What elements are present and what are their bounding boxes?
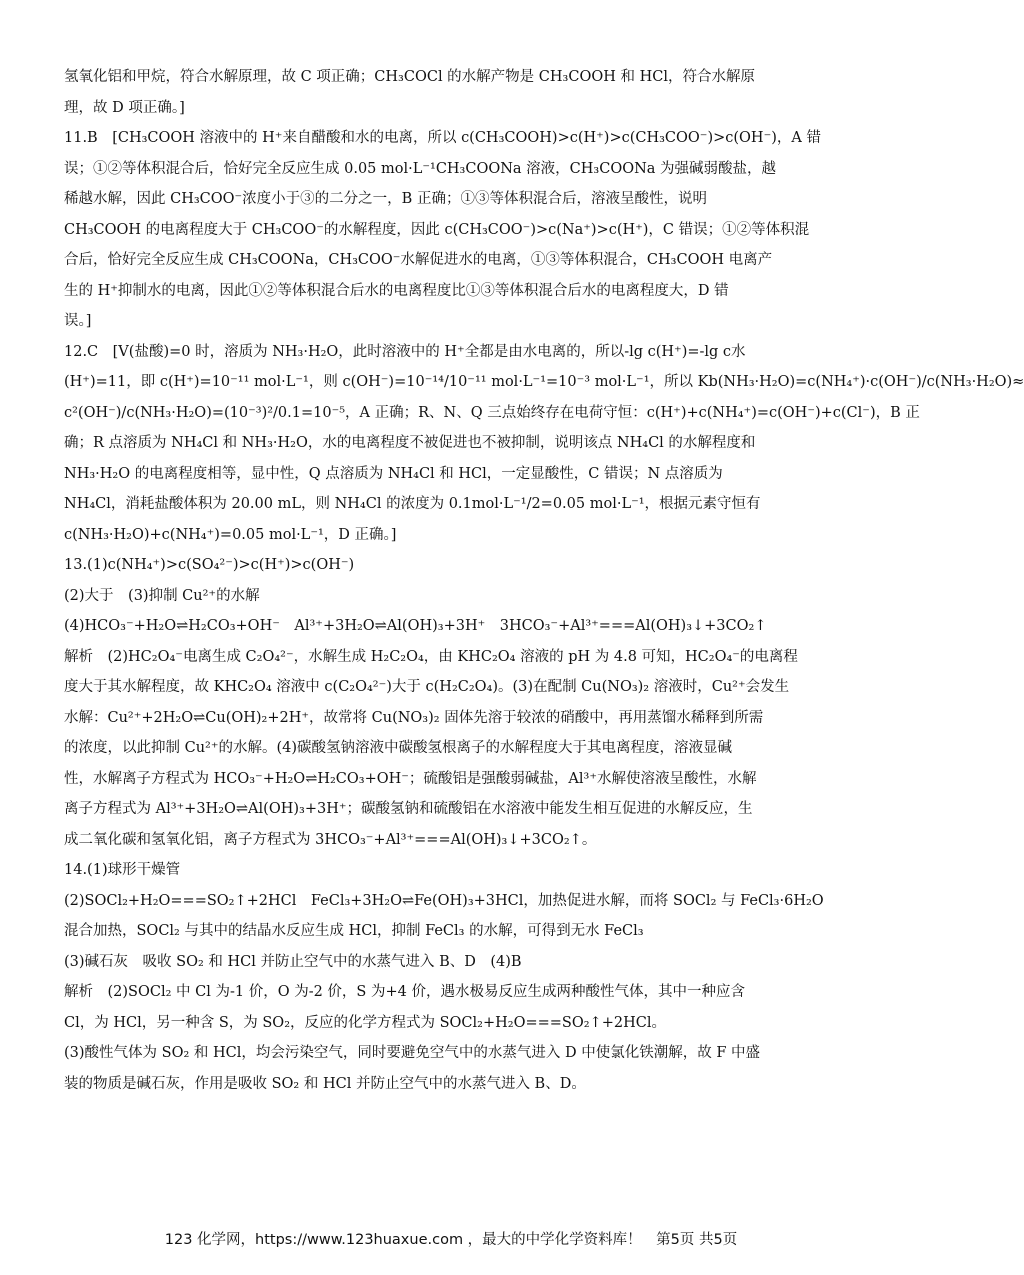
text-line: (2)大于 (3)抑制 Cu²⁺的水解 (64, 587, 260, 604)
text-line: 14.(1)球形干燥管 (64, 862, 181, 878)
text-line: (2)SOCl₂+H₂O===SO₂↑+2HCl FeCl₃+3H₂O⇌Fe(OH)₃+3HCl，加热促进水解，而将 SOCl₂ 与 FeCl₃·6H₂O (64, 892, 824, 909)
text-line: 理，故 D 项正确。] (64, 99, 185, 116)
text-line: NH₃·H₂O 的电离程度相等，显中性，Q 点溶质为 NH₄Cl 和 HCl，一定显酸性，C 错误；N 点溶质为 (64, 465, 723, 482)
text-line: 合后，恰好完全反应生成 CH₃COONa，CH₃COO⁻水解促进水的电离，①③等体积混合，CH₃COOH 电离产 (64, 252, 773, 268)
paragraph-p7 (64, 977, 844, 1099)
page-footer: 123 化学网，https://www.123huaxue.com ，最大的中学化学资料库！ 第5页 共5页 (164, 1232, 738, 1248)
text-line: 生的 H⁺抑制水的电离，因此①②等体积混合后水的电离程度比①③等体积混合后水的电离程度大，D 错 (64, 282, 729, 299)
text-line: 氢氧化铝和甲烷，符合水解原理，故 C 项正确；CH₃COCl 的水解产物是 CH₃COOH 和 HCl，符合水解原 (64, 69, 755, 85)
text-line: (3)酸性气体为 SO₂ 和 HCl，均会污染空气，同时要避免空气中的水蒸气进入 D 中使氯化铁潮解，故 F 中盛 (64, 1045, 760, 1061)
paragraph-p6 (64, 855, 844, 977)
text-line: 稀越水解，因此 CH₃COO⁻浓度小于③的二分之一，B 正确；①③等体积混合后，溶液呈酸性，说明 (64, 191, 707, 207)
text-line: (4)HCO₃⁻+H₂O⇌H₂CO₃+OH⁻ Al³⁺+3H₂O⇌Al(OH)₃+3H⁺ 3HCO₃⁻+Al³⁺===Al(OH)₃↓+3CO₂↑ (64, 618, 767, 634)
paragraph-p5 (64, 642, 844, 856)
text-line: 11.B [CH₃COOH 溶液中的 H⁺来自醋酸和水的电离，所以 c(CH₃COOH)>c(H⁺)>c(CH₃COO⁻)>c(OH⁻)，A 错 (64, 130, 821, 146)
text-line: 水解：Cu²⁺+2H₂O⇌Cu(OH)₂+2H⁺，故常将 Cu(NO₃)₂ 固体先溶于较浓的硝酸中，再用蒸馏水稀释到所需 (64, 709, 764, 726)
text-line: (H⁺)=11，即 c(H⁺)=10⁻¹¹ mol·L⁻¹，则 c(OH⁻)=10⁻¹⁴/10⁻¹¹ mol·L⁻¹=10⁻³ mol·L⁻¹，所以 Kb(NH₃·H₂O)=c(NH₄⁺)·c(OH⁻)/c(NH₃·H₂O)≈ (64, 374, 1024, 390)
paragraph-p4 (64, 550, 844, 642)
text-line: 离子方程式为 Al³⁺+3H₂O⇌Al(OH)₃+3H⁺；碳酸氢钠和硫酸铝在水溶液中能发生相互促进的水解反应，生 (64, 801, 753, 817)
paragraph-p3 (64, 337, 1024, 551)
text-line: 解析 (2)SOCl₂ 中 Cl 为-1 价，O 为-2 价，S 为+4 价，遇水极易反应生成两种酸性气体，其中一种应含 (64, 984, 745, 1000)
text-line: 解析 (2)HC₂O₄⁻电离生成 C₂O₄²⁻，水解生成 H₂C₂O₄，由 KHC₂O₄ 溶液的 pH 为 4.8 可知，HC₂O₄⁻的电离程 (64, 648, 798, 665)
text-line: 度大于其水解程度，故 KHC₂O₄ 溶液中 c(C₂O₄²⁻)大于 c(H₂C₂O₄)。(3)在配制 Cu(NO₃)₂ 溶液时，Cu²⁺会发生 (64, 679, 790, 695)
text-line: 12.C [V(盐酸)=0 时，溶质为 NH₃·H₂O，此时溶液中的 H⁺全都是由水电离的，所以-lg c(H⁺)=-lg c水 (64, 343, 746, 360)
text-line: NH₄Cl，消耗盐酸体积为 20.00 mL，则 NH₄Cl 的浓度为 0.1mol·L⁻¹/2=0.05 mol·L⁻¹，根据元素守恒有 (64, 496, 761, 512)
text-line: (3)碱石灰 吸收 SO₂ 和 HCl 并防止空气中的水蒸气进入 B、D (4)B (64, 953, 522, 970)
text-line: 装的物质是碱石灰，作用是吸收 SO₂ 和 HCl 并防止空气中的水蒸气进入 B、D。 (64, 1075, 586, 1092)
text-line: 性，水解离子方程式为 HCO₃⁻+H₂O⇌H₂CO₃+OH⁻；硫酸铝是强酸弱碱盐，Al³⁺水解使溶液呈酸性，水解 (64, 770, 757, 787)
text-line: 混合加热，SOCl₂ 与其中的结晶水反应生成 HCl，抑制 FeCl₃ 的水解，可得到无水 FeCl₃ (64, 923, 644, 939)
text-line: 13.(1)c(NH₄⁺)>c(SO₄²⁻)>c(H⁺)>c(OH⁻) (64, 557, 355, 573)
text-line: 确；R 点溶质为 NH₄Cl 和 NH₃·H₂O，水的电离程度不被促进也不被抑制，说明该点 NH₄Cl 的水解程度和 (64, 435, 756, 451)
paragraph-p1 (64, 62, 844, 123)
text-line: CH₃COOH 的电离程度大于 CH₃COO⁻的水解程度，因此 c(CH₃COO⁻)>c(Na⁺)>c(H⁺)，C 错误；①②等体积混 (64, 221, 810, 238)
text-line: 的浓度，以此抑制 Cu²⁺的水解。(4)碳酸氢钠溶液中碳酸氢根离子的水解程度大于其电离程度，溶液显碱 (64, 740, 733, 756)
text-line: 误。] (64, 313, 92, 329)
text-line: c²(OH⁻)/c(NH₃·H₂O)=(10⁻³)²/0.1=10⁻⁵，A 正确；R、N、Q 三点始终存在电荷守恒：c(H⁺)+c(NH₄⁺)=c(OH⁻)+c(Cl⁻)，B 正 (64, 404, 920, 421)
document-body (64, 62, 1024, 1099)
text-line: 成二氧化碳和氢氧化铝，离子方程式为 3HCO₃⁻+Al³⁺===Al(OH)₃↓+3CO₂↑。 (64, 831, 597, 848)
text-line: c(NH₃·H₂O)+c(NH₄⁺)=0.05 mol·L⁻¹，D 正确。] (64, 526, 397, 543)
text-line: 误；①②等体积混合后，恰好完全反应生成 0.05 mol·L⁻¹CH₃COONa 溶液，CH₃COONa 为强碱弱酸盐，越 (64, 160, 777, 177)
text-line: Cl，为 HCl，另一种含 S，为 SO₂，反应的化学方程式为 SOCl₂+H₂O===SO₂↑+2HCl。 (64, 1014, 666, 1031)
paragraph-p2 (64, 123, 844, 337)
